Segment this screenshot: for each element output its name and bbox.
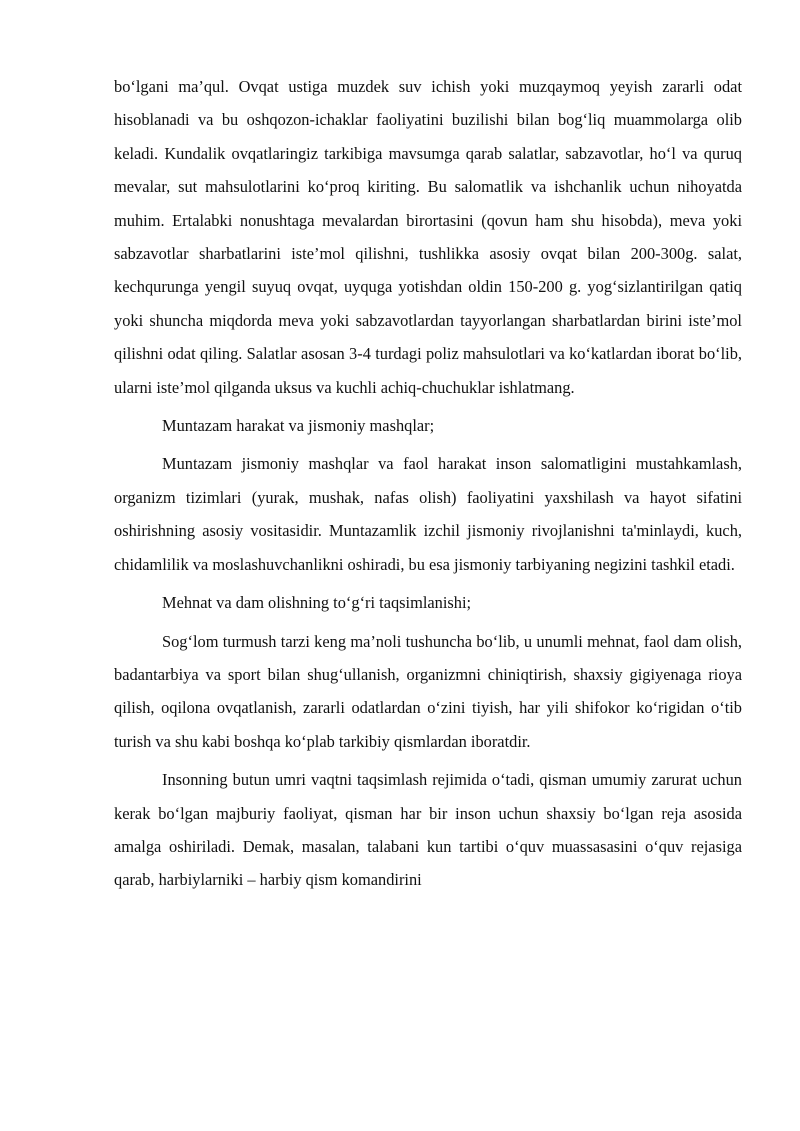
paragraph-physical-exercise: Muntazam jismoniy mashqlar va faol harakat inson salomatligini mustahkamlash, organizm tizimlari (yurak, mushak, nafas olish) faoliyatini yaxshilash va hayot sifatini oshirishning asosiy vositasidir. Muntazamlik izchil jismoniy rivojlanishni ta'minlaydi, kuch, chidamlilik va moslashuvchanlikni oshiradi, bu esa jismoniy tarbiyaning negizini tashkil etadi. [114, 454, 742, 574]
paragraph-nutrition-advice: bo‘lgani ma’qul. Ovqat ustiga muzdek suv ichish yoki muzqaymoq yeyish zararli odat hisoblanadi va bu oshqozon-ichaklar faoliyatini buzilishi bilan bog‘liq muammolarga olib keladi. Kundalik ovqatlaringiz tarkibiga mavsumga qarab salatlar, sabzavotlar, ho‘l va quruq mevalar, sut mahsulotlarini ko‘proq kiriting. Bu salomatlik va ishchanlik uchun nihoyatda muhim. Ertalabki nonushtaga mevalardan birortasini (qovun ham shu hisobda), meva yoki sabzavotlar sharbatlarini iste’mol qilishni, tushlikka asosiy ovqat bilan 200-300g. salat, kechqurunga yengil suyuq ovqat, uyquga yotishdan oldin 150-200 g. yog‘sizlantirilgan qatiq yoki shuncha miqdorda meva yoki sabzavotlardan tayyorlangan sharbatlardan birini iste’mol qilishni odat qiling. Salatlar asosan 3-4 turdagi poliz mahsulotlari va ko‘katlardan iborat bo‘lib, ularni iste’mol qilganda uksus va kuchli achiq-chuchuklar ishlatmang. [114, 77, 742, 397]
heading-work-rest-balance: Mehnat va dam olishning to‘g‘ri taqsimlanishi; [162, 593, 472, 613]
heading-regular-exercise: Muntazam harakat va jismoniy mashqlar; [162, 416, 435, 436]
document-body [114, 70, 742, 897]
paragraph-healthy-lifestyle: Sog‘lom turmush tarzi keng ma’noli tushuncha bo‘lib, u unumli mehnat, faol dam olish, badantarbiya va sport bilan shug‘ullanish, organizmni chiniqtirish, shaxsiy gigiyenaga rioya qilish, oqilona ovqatlanish, zararli odatlardan o‘zini tiyish, har yili shifokor ko‘rigidan o‘tib turish va shu kabi boshqa ko‘plab tarkibiy qismlardan iboratdir. [114, 631, 742, 751]
paragraph-time-regime: Insonning butun umri vaqtni taqsimlash rejimida o‘tadi, qisman umumiy zarurat uchun kerak bo‘lgan majburiy faoliyat, qisman har bir inson uchun shaxsiy bo‘lgan reja asosida amalga oshiriladi. Demak, masalan, talabani kun tartibi o‘quv muassasasini o‘quv rejasiga qarab, harbiylarniki – harbiy qism komandirini [114, 770, 742, 890]
